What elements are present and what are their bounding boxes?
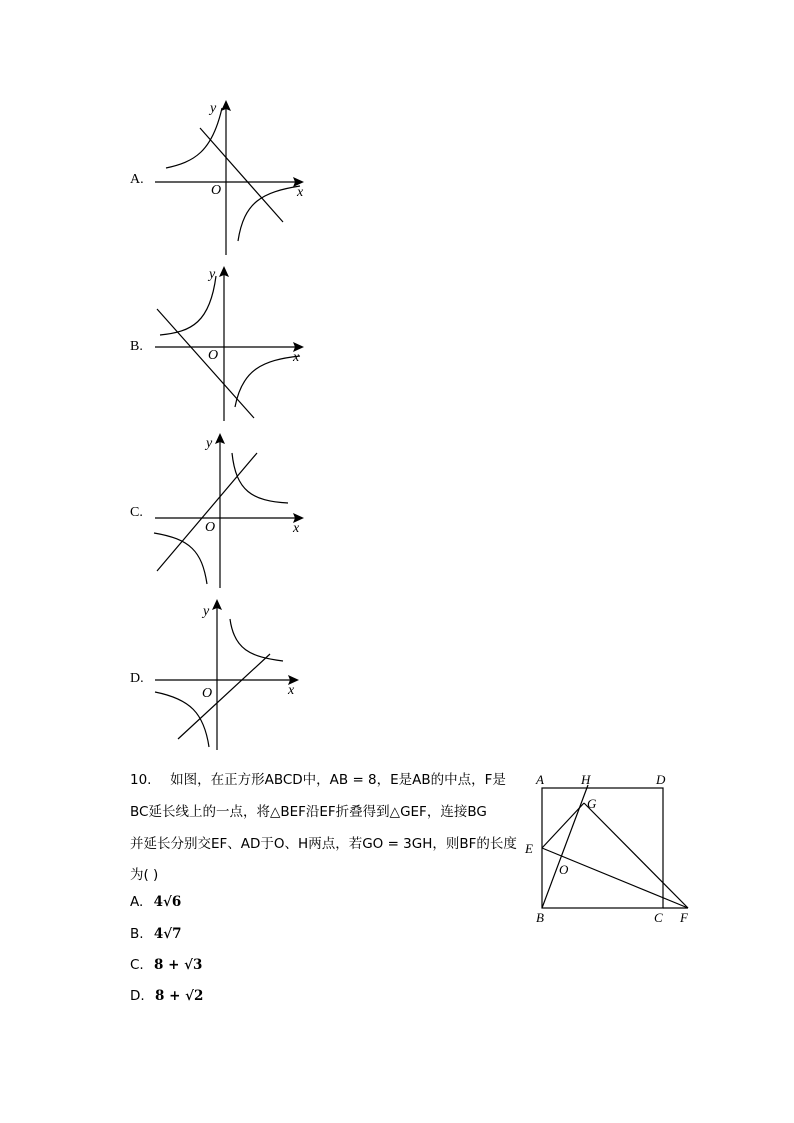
label-o: O [559, 862, 569, 877]
question-text-line-4: 为( ) [130, 867, 159, 883]
answer-option-a[interactable] [130, 894, 181, 910]
option-value: 4√7 [153, 926, 182, 942]
y-axis-label: y [203, 604, 210, 619]
option-label: D. [130, 671, 144, 686]
graph-a [150, 98, 310, 258]
label-g: G [587, 796, 597, 811]
label-d: D [656, 772, 666, 787]
question-text-line-2: BC延长线上的一点，将△BEF沿EF折叠得到△GEF，连接BG [130, 804, 487, 820]
y-axis-label: y [209, 267, 216, 282]
option-label: C. [130, 957, 144, 973]
label-h: H [581, 772, 591, 787]
question-text-line-1: 如图，在正方形ABCD中，AB = 8，E是AB的中点，F是 [170, 772, 506, 788]
y-axis-label: y [210, 101, 217, 116]
label-a: A [536, 772, 544, 787]
label-f: F [680, 910, 688, 925]
answer-option-c[interactable] [130, 957, 202, 973]
x-axis-label: x [297, 185, 304, 200]
square-figure [520, 765, 700, 930]
answer-option-d[interactable] [130, 988, 203, 1004]
x-axis-label: x [293, 350, 300, 365]
x-axis-label: x [288, 683, 295, 698]
option-label: B. [130, 339, 143, 354]
label-b: B [536, 910, 544, 925]
option-label: C. [130, 505, 143, 520]
answer-option-b[interactable] [130, 926, 182, 942]
origin-label: O [211, 183, 222, 198]
option-label: B. [130, 926, 144, 942]
question-number: 10. [130, 772, 152, 788]
label-e: E [525, 841, 533, 856]
question-text-line-3: 并延长分别交EF、AD于O、H两点，若GO = 3GH，则BF的长度 [130, 836, 517, 852]
option-label: D. [130, 988, 145, 1004]
y-axis-label: y [206, 436, 213, 451]
option-label: A. [130, 894, 144, 910]
label-c: C [654, 910, 663, 925]
option-value: 4√6 [153, 894, 182, 910]
origin-label: O [205, 520, 216, 535]
graph-b [150, 264, 310, 424]
x-axis-label: x [293, 521, 300, 536]
option-label: A. [130, 172, 144, 187]
option-value: 8 + √3 [154, 957, 203, 973]
origin-label: O [202, 686, 213, 701]
graph-c [150, 431, 310, 591]
origin-label: O [208, 348, 219, 363]
option-value: 8 + √2 [154, 988, 204, 1004]
graph-d [150, 597, 310, 757]
